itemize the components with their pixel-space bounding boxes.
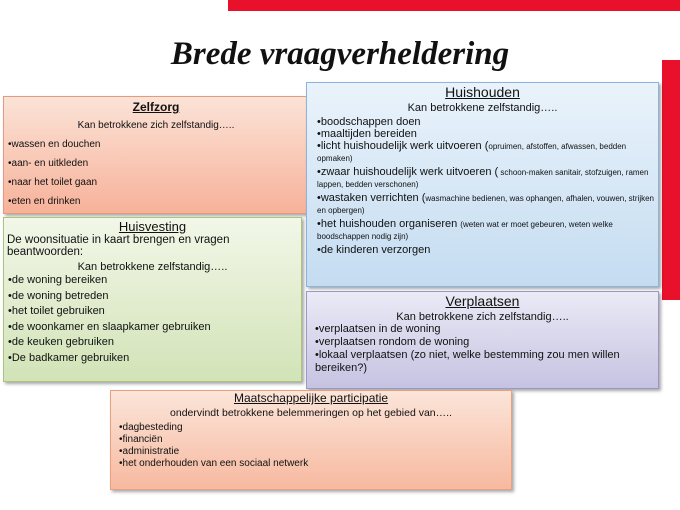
huisvesting-lead: De woonsituatie in kaart brengen en vragen beantwoorden:	[7, 234, 230, 258]
verplaatsen-intro: Kan betrokkene zich zelfstandig…..	[396, 311, 569, 323]
huishouden-item-text: •licht huishoudelijk werk uitvoeren (	[317, 140, 489, 152]
huishouden-item	[307, 192, 658, 216]
verplaatsen-box	[306, 291, 659, 389]
huishouden-item-text: •wastaken verrichten (	[317, 192, 426, 204]
huishouden-item-text: •zwaar huishoudelijk werk uitvoeren (	[317, 166, 499, 178]
maatschappelijk-intro: ondervindt betrokkene belemmeringen op het gebied van…..	[170, 407, 452, 419]
huishouden-item-text: •maaltijden bereiden	[317, 128, 417, 140]
huisvesting-item: •het toilet gebruiken	[8, 305, 105, 317]
huishouden-title: Huishouden	[445, 84, 520, 100]
huisvesting-box	[3, 217, 302, 382]
slide-title: Brede vraagverheldering	[170, 36, 510, 72]
huishouden-box	[306, 82, 659, 287]
huishouden-item	[307, 140, 658, 164]
huisvesting-item: •De badkamer gebruiken	[8, 351, 130, 364]
huisvesting-item: •de woonkamer en slaapkamer gebruiken	[8, 320, 211, 333]
huishouden-item	[307, 166, 658, 190]
zelfzorg-item: •naar het toilet gaan	[8, 177, 98, 188]
huishouden-item-note: schoon-maken sanitair, stofzuigen, ramen lappen, bedden verschonen)	[317, 168, 649, 189]
huishouden-item-note: wasmachine bedienen, was ophangen, afhalen, vouwen, strijken en opbergen)	[317, 194, 654, 215]
huishouden-item-text: •het huishouden organiseren	[317, 218, 461, 230]
maatschappelijk-item: •dagbesteding	[119, 422, 183, 433]
zelfzorg-box	[3, 96, 309, 214]
huishouden-item	[307, 116, 658, 128]
zelfzorg-item: •eten en drinken	[8, 196, 81, 207]
huishouden-item-text: •de kinderen verzorgen	[317, 244, 431, 256]
maatschappelijk-box	[110, 390, 512, 490]
verplaatsen-title: Verplaatsen	[445, 293, 520, 309]
huishouden-item	[307, 244, 658, 256]
maatschappelijk-item: •administratie	[119, 446, 180, 457]
verplaatsen-item: •lokaal verplaatsen (zo niet, welke bestemming zou men willen bereiken?)	[315, 349, 620, 374]
red-decoration-side-bar	[662, 60, 680, 300]
huisvesting-item: •de woning betreden	[8, 289, 109, 302]
maatschappelijk-item: •het onderhouden van een sociaal netwerk	[119, 458, 309, 469]
zelfzorg-intro: Kan betrokkene zich zelfstandig…..	[77, 120, 235, 131]
huishouden-item-note: (weten wat er moet gebeuren, weten welke boodschappen nodig zijn)	[317, 220, 613, 241]
huisvesting-item: •de keuken gebruiken	[8, 336, 114, 348]
verplaatsen-item: •verplaatsen in de woning	[315, 323, 441, 335]
verplaatsen-item: •verplaatsen rondom de woning	[315, 336, 470, 348]
huishouden-intro: Kan betrokkene zelfstandig…..	[407, 102, 558, 114]
zelfzorg-item: •aan- en uitkleden	[8, 158, 89, 169]
red-decoration-top-bar	[228, 0, 680, 11]
huishouden-item	[307, 128, 658, 140]
huishouden-item	[307, 218, 658, 242]
maatschappelijk-item: •financiën	[119, 434, 163, 445]
huishouden-item-note: opruimen, afstoffen, afwassen, bedden opmaken)	[317, 142, 627, 163]
huisvesting-intro: Kan betrokkene zelfstandig…..	[77, 261, 228, 273]
huishouden-item-text: •boodschappen doen	[317, 116, 421, 128]
huisvesting-title: Huisvesting	[118, 219, 187, 234]
maatschappelijk-title: Maatschappelijke participatie	[233, 391, 389, 405]
zelfzorg-item: •wassen en douchen	[8, 139, 101, 150]
huisvesting-item: •de woning bereiken	[8, 274, 108, 286]
zelfzorg-title: Zelfzorg	[132, 100, 180, 114]
